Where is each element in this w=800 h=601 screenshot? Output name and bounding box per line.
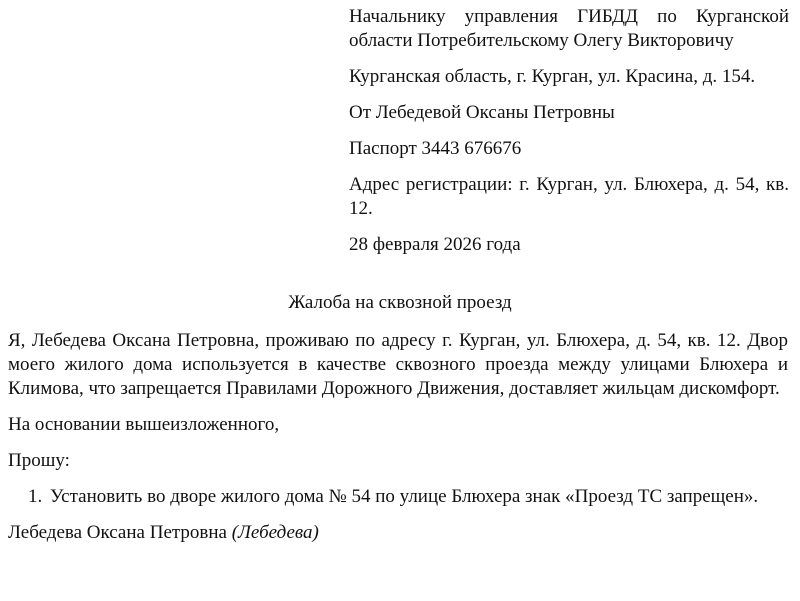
document-body: [8, 329, 788, 557]
recipient-line: Начальнику управления ГИБДД по Курганской области Потребительскому Олегу Викторовичу: [349, 6, 789, 51]
signature-mark: (Лебедева): [231, 522, 319, 543]
addressee-block: [349, 5, 789, 269]
basis-line: На основании вышеизложенного,: [8, 414, 280, 435]
sender-line: От Лебедевой Оксаны Петровны: [349, 102, 615, 123]
registration-address: Адрес регистрации: г. Курган, ул. Блюхера, д. 54, кв. 12.: [349, 174, 789, 219]
document-title: Жалоба на сквозной проезд: [288, 292, 512, 313]
request-item-text: Установить во дворе жилого дома № 54 по улице Блюхера знак «Проезд ТС запрещен».: [50, 486, 759, 507]
request-list: [8, 485, 788, 509]
document-date: 28 февраля 2026 года: [349, 234, 521, 255]
signature-line: [8, 521, 788, 545]
recipient-address: Курганская область, г. Курган, ул. Красина, д. 154.: [349, 66, 756, 87]
request-item-number: 1.: [28, 486, 43, 507]
request-item: [8, 485, 788, 509]
complaint-paragraph: Я, Лебедева Оксана Петровна, проживаю по адресу г. Курган, ул. Блюхера, д. 54, кв. 12. Двор моего жилого дома используется в качестве сквозного проезда между улицами Блюхера и Климова, что запрещается Правилами Дорожного Движения, доставляет жильцам дискомфорт.: [8, 330, 788, 399]
request-intro: Прошу:: [8, 450, 70, 471]
signature-name: Лебедева Оксана Петровна: [8, 522, 227, 543]
passport-line: Паспорт 3443 676676: [349, 138, 522, 159]
